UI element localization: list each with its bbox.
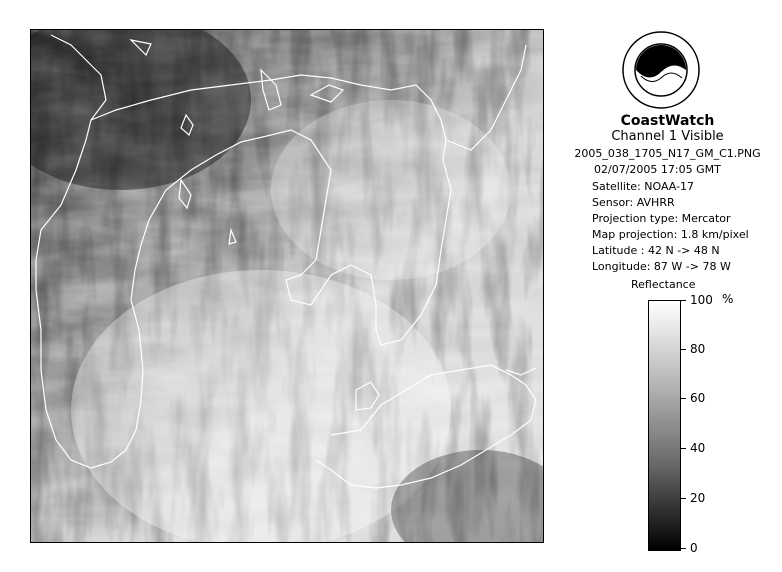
map-projection-label: Map projection: 1.8 km/pixel [592,228,749,241]
channel-label: Channel 1 Visible [611,129,724,144]
noaa-logo-icon [621,30,701,110]
colorbar-tick [680,398,686,399]
colorbar-tick-label: 0 [690,541,698,555]
datetime-label: 02/07/2005 17:05 GMT [594,163,721,176]
reflectance-colorbar [648,300,681,551]
filename-label: 2005_038_1705_N17_GM_C1.PNG [574,147,761,160]
colorbar-tick-label: 20 [690,491,706,505]
legend-title: Reflectance [631,278,696,291]
satellite-image-canvas [31,30,543,542]
colorbar-tick-label: 40 [690,441,706,455]
colorbar-tick-label: 80 [690,342,706,356]
colorbar-tick [680,548,686,549]
product-name: CoastWatch [620,113,715,129]
colorbar-tick [680,448,686,449]
sensor-label: Sensor: AVHRR [592,196,675,209]
colorbar-tick-label: 60 [690,391,706,405]
colorbar-tick-label: 100 [690,293,713,307]
latitude-label: Latitude : 42 N -> 48 N [592,244,720,257]
noaa-logo [621,30,701,110]
satellite-image [30,29,544,543]
colorbar-tick [680,498,686,499]
colorbar-tick [680,349,686,350]
longitude-label: Longitude: 87 W -> 78 W [592,260,731,273]
projection-label: Projection type: Mercator [592,212,731,225]
legend-unit: % [722,292,734,306]
satellite-label: Satellite: NOAA-17 [592,180,695,193]
colorbar-tick [680,300,686,301]
